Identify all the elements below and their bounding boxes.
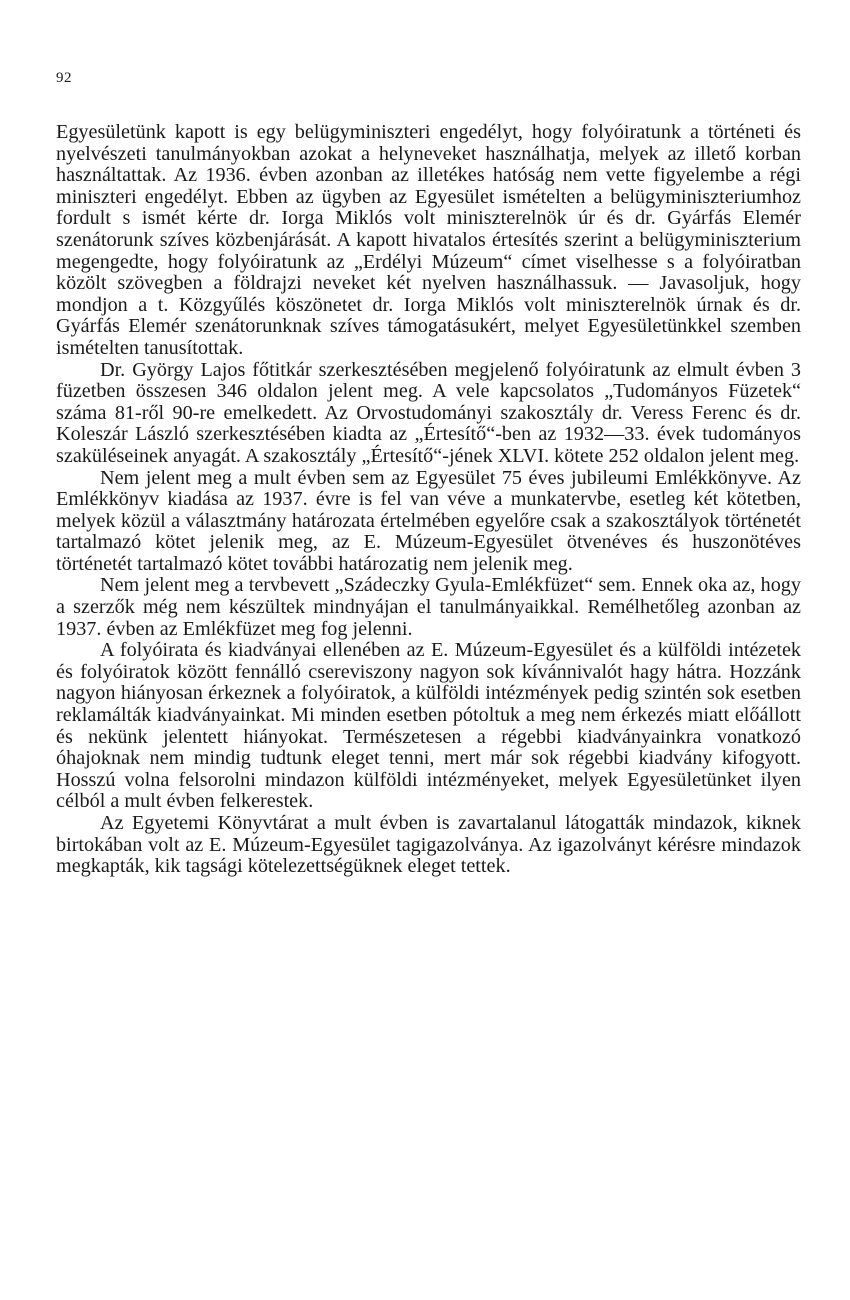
paragraph-1: Egyesületünk kapott is egy belügyminiszteri engedélyt, hogy folyóiratunk a történeti és nyelvészeti tanulmányokban azokat a helyneveket használhatja, melyek az illető korban használtattak. Az 1936. évben azonban az illetékes hatóság nem vette figyelembe a régi miniszteri engedélyt. Ebben az ügyben az Egyesület ismételten a belügyminiszteriumhoz fordult s ismét kérte dr. Iorga Miklós volt miniszterelnök úr és dr. Gyárfás Elemér szenátorunk szíves közbenjárását. A kapott hivatalos értesítés szerint a belügyminiszterium megengedte, hogy folyóiratunk az „Erdélyi Múzeum“ címet viselhesse s a folyóiratban közölt szövegben a földrajzi neveket két nyelven használhassuk. — Javasoljuk, hogy mondjon a t. Közgyűlés köszönetet dr. Iorga Miklós volt miniszterelnök úrnak és dr. Gyárfás Elemér szenátorunknak szíves támogatásukért, melyet Egyesületünkkel szemben ismételten tanusítottak. <box>56 121 801 359</box>
paragraph-4: Nem jelent meg a tervbevett „Szádeczky Gyula-Emlékfüzet“ sem. Ennek oka az, hogy a szerzők még nem készültek mindnyájan el tanulmányaikkal. Remélhetőleg azonban az 1937. évben az Emlékfüzet meg fog jelenni. <box>56 574 801 640</box>
paragraph-6: Az Egyetemi Könyvtárat a mult évben is zavartalanul látogatták mindazok, kiknek birtokában volt az E. Múzeum-Egyesület tagigazolványa. Az igazolványt kérésre mindazok megkapták, kik tagsági kötelezettségüknek eleget tettek. <box>56 812 801 878</box>
page-number: 92 <box>56 70 72 86</box>
paragraph-2: Dr. György Lajos főtitkár szerkesztésében megjelenő folyóiratunk az elmult évben 3 füzetben összesen 346 oldalon jelent meg. A vele kapcsolatos „Tudományos Füzetek“ száma 81-ről 90-re emelkedett. Az Orvostudományi szakosztály dr. Veress Ferenc és dr. Koleszár László szerkesztésében kiadta az „Értesítő“-ben az 1932—33. évek tudományos szaküléseinek anyagát. A szakosztály „Értesítő“-jének XLVI. kötete 252 oldalon jelent meg. <box>56 358 801 467</box>
paragraph-3: Nem jelent meg a mult évben sem az Egyesület 75 éves jubileumi Emlékkönyve. Az Emlékkönyv kiadása az 1937. évre is fel van véve a munkatervbe, esetleg két kötetben, melyek közül a választmány határozata értelmében egyelőre csak a szakosztályok történetét tartalmazó kötet jelenik meg, az E. Múzeum-Egyesület ötvenéves és huszonötéves történetét tartalmazó kötet további határozatig nem jelenik meg. <box>56 466 801 575</box>
body-text <box>56 122 801 878</box>
paragraph-5: A folyóirata és kiadványai ellenében az E. Múzeum-Egyesület és a külföldi intézetek és folyóiratok között fennálló csereviszony nagyon sok kívánnivalót hagy hátra. Hozzánk nagyon hiányosan érkeznek a folyóiratok, a külföldi intézmények pedig szintén sok esetben reklamálták kiadványainkat. Mi minden esetben pótoltuk a meg nem érkezés miatt előállott és nekünk jelentett hiányokat. Természetesen a régebbi kiadványainkra vonatkozó óhajoknak nem mindig tudtunk eleget tenni, mert már sok régebbi kiadvány kifogyott. Hosszú volna felsorolni mindazon külföldi intézményeket, melyek Egyesületünket ilyen célból a mult évben felkerestek. <box>56 639 801 813</box>
